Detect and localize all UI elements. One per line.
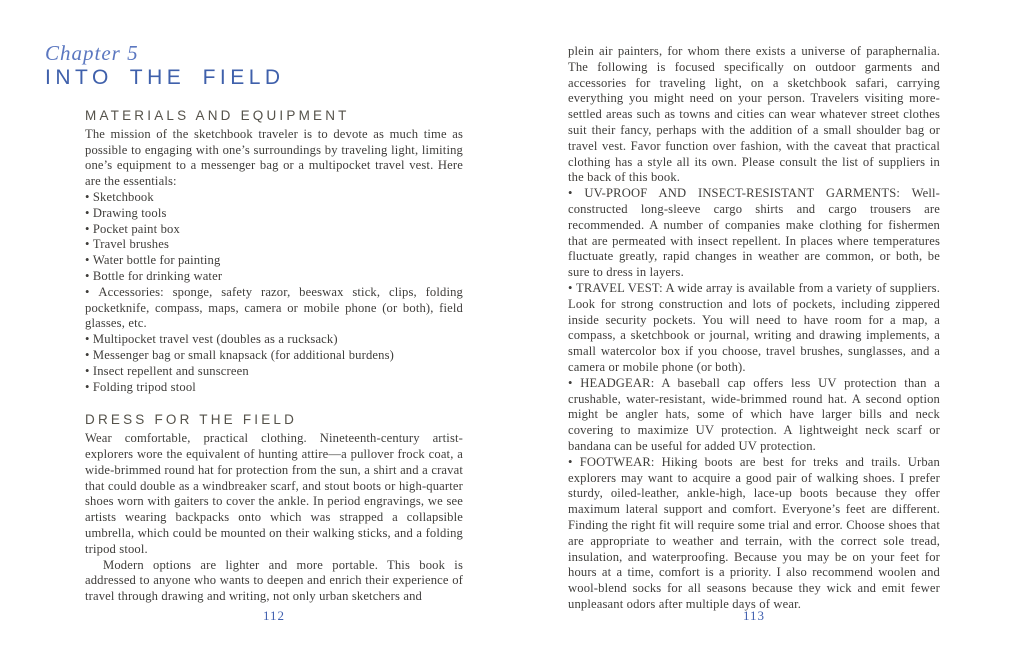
page-number-left: 112: [262, 608, 286, 623]
chapter-title: INTO THE FIELD: [45, 66, 285, 89]
list-item-travel-vest-detail: • TRAVEL VEST: A wide array is available from a variety of suppliers. Look for strong construction and lots of pockets, including zippered inside security pockets. You will need to have room for a map, a compass, a sketchbook or journal, writing and drawing implements, a small watercolor box if you choose, travel brushes, sunglasses, and a camera or mobile phone (or both).: [568, 281, 940, 376]
section-heading-dress-for-the-field: DRESS FOR THE FIELD: [85, 412, 298, 428]
list-item-tripod-stool: • Folding tripod stool: [85, 380, 463, 396]
list-item-travel-brushes: • Travel brushes: [85, 237, 463, 253]
list-item-drawing-tools: • Drawing tools: [85, 206, 463, 222]
list-item-footwear: • FOOTWEAR: Hiking boots are best for treks and trails. Urban explorers may want to acquire a good pair of walking shoes. I prefer sturdy, oiled-leather, ankle-high, lace-up boots because they offer maximum lateral support and comfort. Everyone’s feet are different. Finding the right fit will require some trial and error. Choose shoes that are appropriate to weather and terrain, with the correct sole tread, insulation, and waterproofing. Because you may be on your feet for hours at a time, comfort is a priority. I also recommend woolen and wool-blend socks for all seasons because they wick and emit fewer unpleasant odors after multiple days of wear.: [568, 455, 940, 613]
list-item-sketchbook: • Sketchbook: [85, 190, 463, 206]
list-item-accessories: • Accessories: sponge, safety razor, beeswax stick, clips, folding pocketknife, compass, maps, camera or mobile phone (or both), field glasses, etc.: [85, 285, 463, 332]
list-item-uv-proof-garments: • UV-PROOF AND INSECT-RESISTANT GARMENTS: Well-constructed long-sleeve cargo shirts and cargo trousers are recommended. A number of companies make clothing for fishermen that are permeated with insect repellent. In places where temperatures fluctuate greatly, rapid changes in weather are common, or both, be sure to dress in layers.: [568, 186, 940, 281]
chapter-label: Chapter 5: [45, 41, 139, 65]
dress-paragraph-1: Wear comfortable, practical clothing. Nineteenth-century artist-explorers wore the equivalent of hunting attire—a pullover frock coat, a wide-brimmed round hat for protection from the sun, a shirt and a cravat that could double as a windbreaker scarf, and stout boots or high-quarter shoes worn with gaiters to cover the ankle. In period engravings, we see artists wearing backpacks onto which was strapped a collapsible umbrella, which could be mounted on their walking sticks, and a folding tripod stool.: [85, 431, 463, 556]
right-text-column: [568, 44, 940, 613]
list-item-water-bottle: • Water bottle for painting: [85, 253, 463, 269]
list-item-travel-vest: • Multipocket travel vest (doubles as a rucksack): [85, 332, 463, 348]
list-item-messenger-bag: • Messenger bag or small knapsack (for additional burdens): [85, 348, 463, 364]
page-left: [45, 0, 465, 652]
materials-intro-paragraph: The mission of the sketchbook traveler is to devote as much time as possible to engaging with one’s surroundings by traveling light, limiting one’s equipment to a messenger bag or a multipocket travel vest. Here are the essentials:: [85, 126, 463, 189]
page-number-right: 113: [742, 608, 766, 623]
left-text-column: [85, 108, 463, 605]
continuation-paragraph: plein air painters, for whom there exists a universe of paraphernalia. The following is focused specifically on outdoor garments and accessories for traveling light, on a sketchbook safari, carrying everything you might need on your person. Travelers visiting more-settled areas such as towns and cities can wear whatever street clothes suit their fancy, perhaps with the addition of a small shoulder bag or travel vest. Favor function over fashion, with the caveat that practical clothing has a style all its own. Please consult the list of suppliers in the back of this book.: [568, 44, 940, 185]
list-item-headgear: • HEADGEAR: A baseball cap offers less UV protection than a crushable, water-resistant, wide-brimmed round hat. A second option might be angler hats, some of which have larger bills and neck covering to maximize UV protection. A lightweight neck scarf or bandana can be useful for added UV protection.: [568, 376, 940, 455]
dress-paragraph-2: Modern options are lighter and more portable. This book is addressed to anyone who wants to deepen and enrich their experience of travel through drawing and writing, not only urban sketchers and: [85, 557, 463, 604]
section-heading-materials-and-equipment: MATERIALS AND EQUIPMENT: [85, 108, 350, 123]
list-item-pocket-paint-box: • Pocket paint box: [85, 222, 463, 238]
list-item-drinking-bottle: • Bottle for drinking water: [85, 269, 463, 285]
page-right: [568, 0, 940, 652]
list-item-insect-repellent: • Insect repellent and sunscreen: [85, 364, 463, 380]
